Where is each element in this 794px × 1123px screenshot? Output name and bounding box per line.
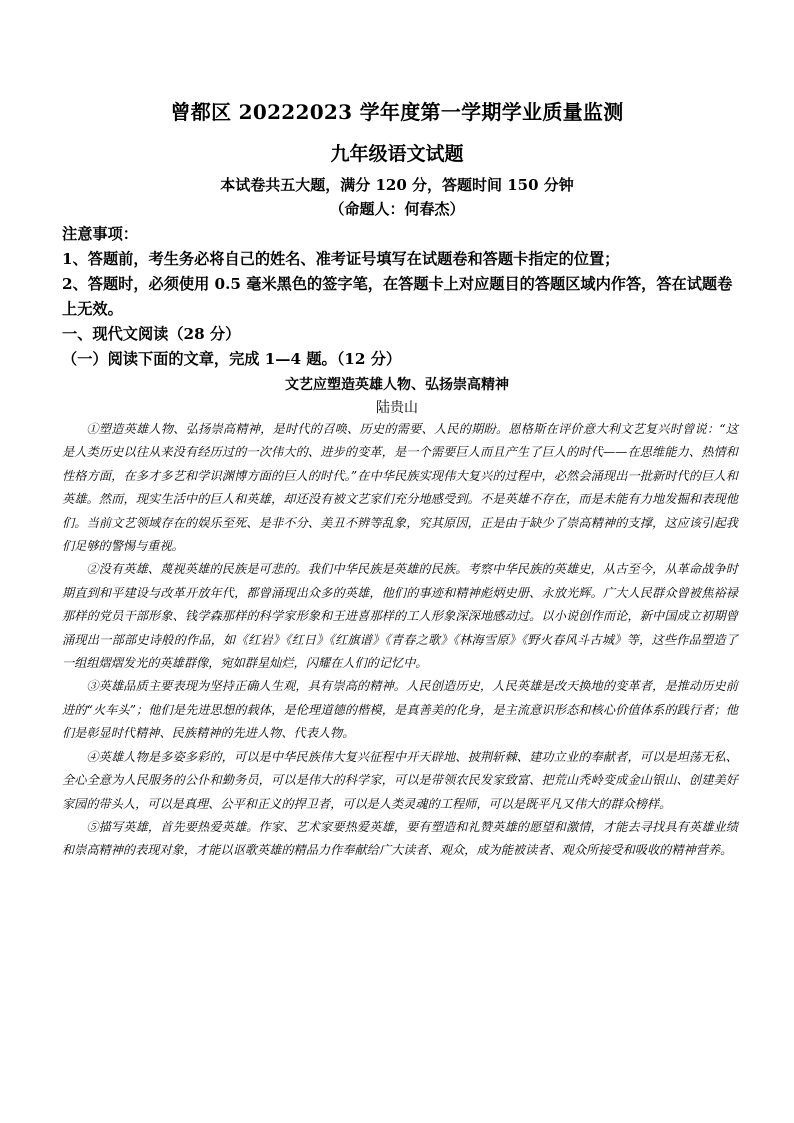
article-title: 文艺应塑造英雄人物、弘扬崇高精神	[285, 377, 509, 393]
article-body	[62, 418, 738, 863]
exam-setter: （命题人：何春杰）	[329, 200, 465, 218]
instructions-heading: 注意事项：	[62, 225, 138, 243]
article-paragraph-5: ⑤描写英雄，首先要热爱英雄。作家、艺术家要热爱英雄，要有塑造和礼赞英雄的愿望和激情，才能去寻找具有英雄业绩和崇高精神的表现对象，才能以讴歌英雄的精品力作奉献给广大读者、观众，成为能被读者、观众所接受和吸收的精神营养。	[62, 819, 738, 858]
article-paragraph-3: ③英雄品质主要表现为坚持正确人生观，具有崇高的精神。人民创造历史，人民英雄是改天换地的变革者，是推动历史前进的“火车头”；他们是先进思想的载体，是伦理道德的楷模，是真善美的化身，是主流意识形态和核心价值体系的践行者；他们是彰显时代精神、民族精神的先进人物、代表人物。	[62, 679, 738, 741]
exam-subject: 九年级语文试题	[330, 143, 464, 165]
instruction-item-1: 1、答题前，考生务必将自己的姓名、准考证号填写在试题卷和答题卡指定的位置；	[62, 250, 620, 268]
article-paragraph-1: ①塑造英雄人物、弘扬崇高精神，是时代的召唤、历史的需要、人民的期盼。恩格斯在评价意大利文艺复兴时曾说：“这是人类历史以往从来没有经历过的一次伟大的、进步的变革，是一个需要巨人而且产生了巨人的时代——在思维能力、热情和性格方面，在多才多艺和学识渊博方面的巨人的时代。”在中华民族实现伟大复兴的过程中，必然会涌现出一批新时代的巨人和英雄。然而，现实生活中的巨人和英雄，却还没有被文艺家们充分地感受到。不是英雄不存在，而是未能有力地发掘和表现他们。当前文艺领域存在的娱乐至死、是非不分、美丑不辨等乱象，究其原因，正是由于缺少了崇高精神的支撑，这应该引起我们足够的警惕与重视。	[62, 422, 738, 554]
exam-info: 本试卷共五大题，满分 120 分，答题时间 150 分钟	[220, 176, 574, 194]
section-heading: 一、现代文阅读（28 分）	[62, 325, 241, 343]
instructions	[62, 222, 742, 372]
instruction-item-2: 2、答题时，必须使用 0.5 毫米黑色的签字笔，在答题卡上对应题目的答题区域内作答，答在试题卷上无效。	[62, 275, 733, 318]
article-paragraph-2: ②没有英雄、蔑视英雄的民族是可悲的。我们中华民族是英雄的民族。考察中华民族的英雄史，从古至今，从革命战争时期直到和平建设与改革开放年代，都曾涌现出众多的英雄，他们的事迹和精神彪炳史册、永放光辉。广大人民群众曾被焦裕禄那样的党员干部形象、钱学森那样的科学家形象和王进喜那样的工人形象深深地感动过。以小说创作而论，新中国成立初期曾涌现出一部部史诗般的作品，如《红岩》《红日》《红旗谱》《青春之歌》《林海雪原》《野火春风斗古城》等，这些作品塑造了一组组熠熠发光的英雄群像，宛如群星灿烂，闪耀在人们的记忆中。	[62, 562, 738, 671]
article-author: 陆贵山	[376, 400, 418, 416]
subsection-heading: （一）阅读下面的文章，完成 1—4 题。（12 分）	[62, 350, 402, 368]
exam-title: 曾都区 20222023 学年度第一学期学业质量监测	[170, 100, 624, 124]
article-paragraph-4: ④英雄人物是多姿多彩的，可以是中华民族伟大复兴征程中开天辟地、披荆斩棘、建功立业的奉献者，可以是坦荡无私、全心全意为人民服务的公仆和勤务员，可以是伟大的科学家，可以是带领农民发家致富、把荒山秃岭变成金山银山、创建美好家园的带头人，可以是真理、公平和正义的捍卫者，可以是人类灵魂的工程师，可以是既平凡又伟大的群众榜样。	[62, 749, 738, 811]
